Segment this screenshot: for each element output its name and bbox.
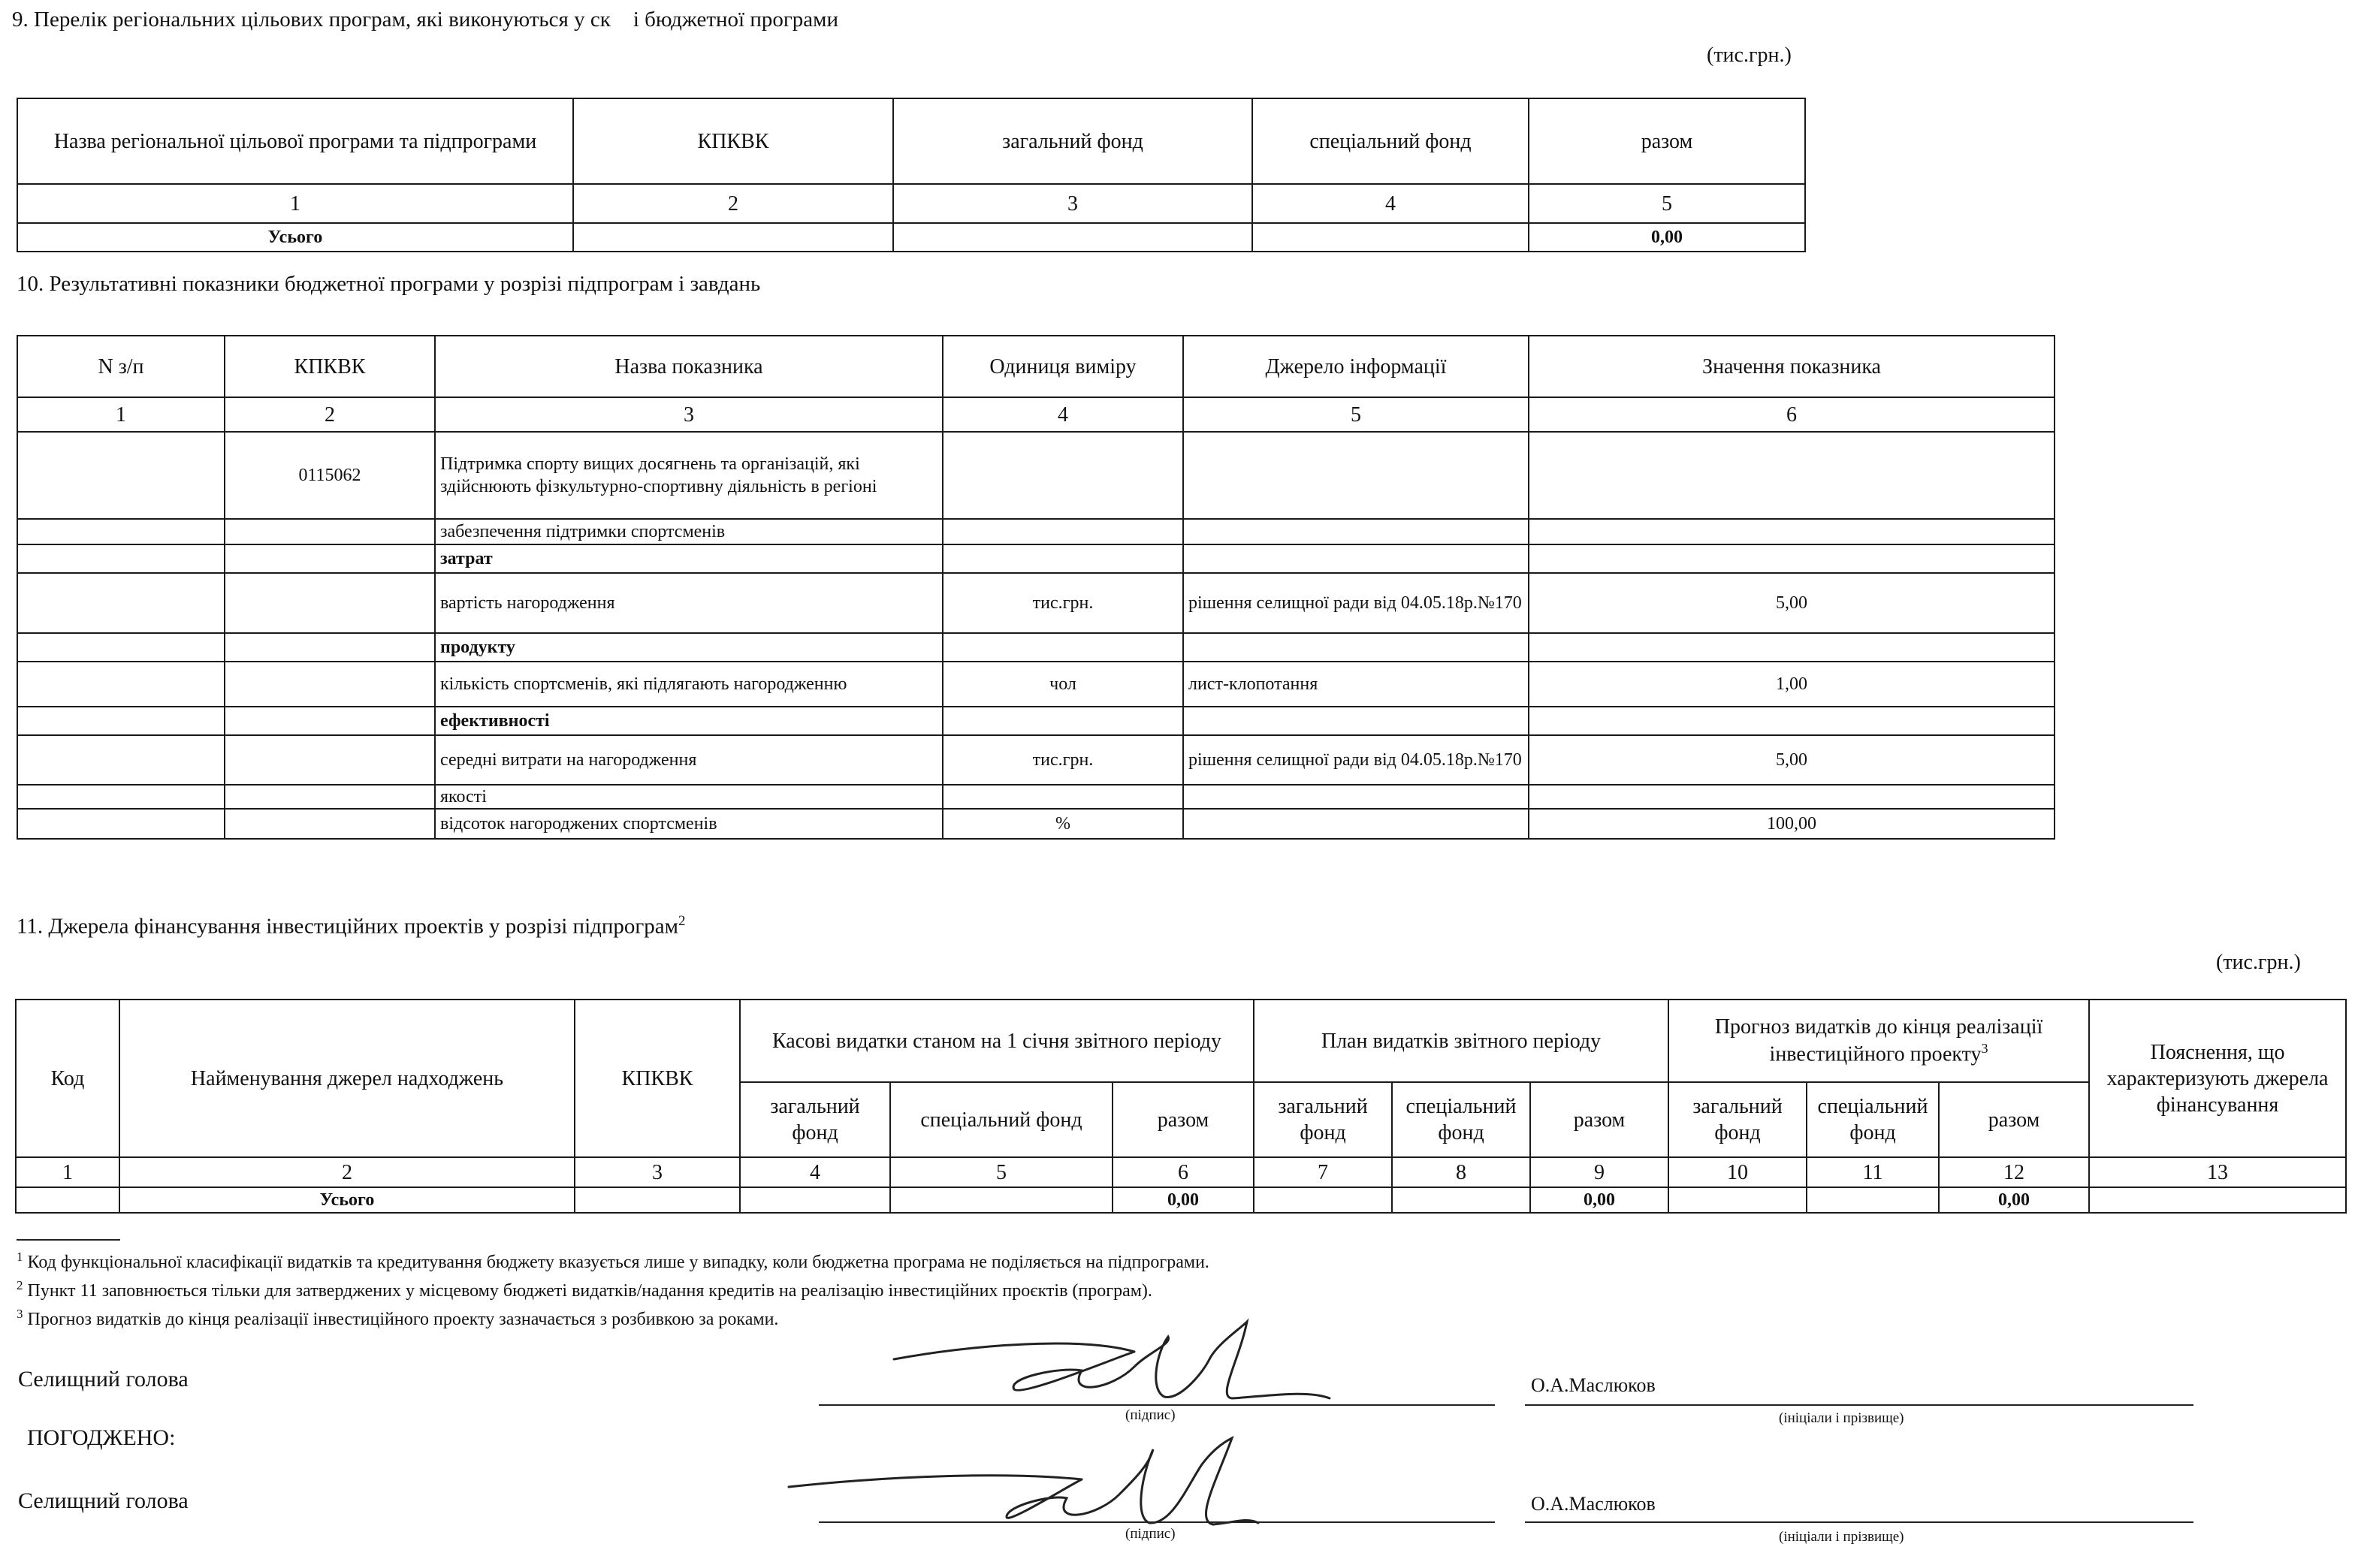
footnote — [17, 1307, 778, 1330]
row-kpkvk — [225, 735, 435, 785]
row-value — [1529, 519, 2055, 544]
empty-cell — [575, 1187, 740, 1213]
footnote-marker: 1 — [17, 1250, 23, 1264]
column-number: 1 — [17, 184, 573, 223]
indicator-group-row — [17, 707, 2055, 735]
row-source — [1183, 544, 1529, 573]
subheader-cell: разом — [1939, 1082, 2089, 1157]
subheader-cell: разом — [1530, 1082, 1668, 1157]
row-source: лист-клопотання — [1183, 662, 1529, 707]
total-value: 0,00 — [1530, 1187, 1668, 1213]
section9-header-row — [17, 98, 1805, 184]
header-source-name: Найменування джерел надходжень — [119, 1000, 575, 1157]
indicator-group-row — [17, 785, 2055, 809]
row-group-name: затрат — [435, 544, 943, 573]
column-number: 13 — [2089, 1157, 2346, 1187]
row-kpkvk — [225, 544, 435, 573]
column-number: 9 — [1530, 1157, 1668, 1187]
column-number: 7 — [1254, 1157, 1392, 1187]
section10-header-cell: КПКВК — [225, 336, 435, 397]
section11-number-row — [16, 1157, 2346, 1187]
indicator-row — [17, 519, 2055, 544]
row-num — [17, 633, 225, 662]
row-source: рішення селищної ради від 04.05.18р.№170 — [1183, 735, 1529, 785]
header-cash-expenses: Касові видатки станом на 1 січня звітного періоду — [740, 1000, 1254, 1082]
empty-cell — [890, 1187, 1113, 1213]
row-value: 100,00 — [1529, 809, 2055, 839]
header-code: Код — [16, 1000, 119, 1157]
signature-stroke — [894, 1322, 1330, 1398]
column-number: 10 — [1668, 1157, 1807, 1187]
header-forecast-sup: 3 — [1981, 1041, 1988, 1057]
footnote-text: Код функціональної класифікації видатків та кредитування бюджету вказується лише у випадку, коли бюджетна програма не поділяється на підпрограми. — [27, 1253, 1209, 1272]
column-number: 5 — [1529, 184, 1805, 223]
section11-heading-text: 11. Джерела фінансування інвестиційних проектів у розрізі підпрограм — [17, 914, 679, 939]
footnote — [17, 1278, 1152, 1301]
row-unit — [943, 432, 1183, 519]
row-kpkvk — [225, 633, 435, 662]
section10-header-row — [17, 336, 2055, 397]
column-number: 6 — [1529, 397, 2055, 432]
row-unit — [943, 785, 1183, 809]
subheader-cell: загальний фонд — [1254, 1082, 1392, 1157]
section9-heading-part2: і бюджетної програми — [633, 8, 839, 32]
empty-cell — [1392, 1187, 1530, 1213]
name-line — [1525, 1521, 2193, 1523]
section9-header-cell: разом — [1529, 98, 1805, 184]
column-number: 4 — [1252, 184, 1529, 223]
total-label: Усього — [17, 223, 573, 252]
name-caption: (ініціали і прізвище) — [1779, 1410, 1904, 1426]
section10-header-cell: Значення показника — [1529, 336, 2055, 397]
column-number: 4 — [740, 1157, 890, 1187]
column-number: 4 — [943, 397, 1183, 432]
row-name: кількість спортсменів, які підлягають нагородженню — [435, 662, 943, 707]
row-name: відсоток нагороджених спортсменів — [435, 809, 943, 839]
indicator-group-row — [17, 544, 2055, 573]
row-kpkvk — [225, 573, 435, 633]
subheader-cell: спеціальний фонд — [890, 1082, 1113, 1157]
header-forecast — [1668, 1000, 2089, 1082]
subheader-cell: загальний фонд — [740, 1082, 890, 1157]
indicator-row — [17, 662, 2055, 707]
row-value: 5,00 — [1529, 573, 2055, 633]
empty-cell — [1668, 1187, 1807, 1213]
column-number: 1 — [17, 397, 225, 432]
row-value — [1529, 785, 2055, 809]
section9-unit: (тис.грн.) — [1707, 44, 1792, 67]
section9-table — [17, 98, 1806, 252]
row-name: середні витрати на нагородження — [435, 735, 943, 785]
section11-total-row — [16, 1187, 2346, 1213]
column-number: 3 — [893, 184, 1252, 223]
total-value: 0,00 — [1113, 1187, 1254, 1213]
row-num — [17, 735, 225, 785]
footnote-marker: 3 — [17, 1307, 23, 1321]
signature-caption: (підпис) — [1125, 1407, 1176, 1423]
empty-cell — [1254, 1187, 1392, 1213]
row-kpkvk — [225, 785, 435, 809]
subheader-cell: загальний фонд — [1668, 1082, 1807, 1157]
column-number: 2 — [119, 1157, 575, 1187]
column-number: 8 — [1392, 1157, 1530, 1187]
row-unit: тис.грн. — [943, 735, 1183, 785]
row-num — [17, 785, 225, 809]
indicator-row — [17, 809, 2055, 839]
section9-header-cell: Назва регіональної цільової програми та підпрограми — [17, 98, 573, 184]
column-number: 11 — [1807, 1157, 1939, 1187]
row-source — [1183, 633, 1529, 662]
empty-cell — [1252, 223, 1529, 252]
row-value: 1,00 — [1529, 662, 2055, 707]
total-value: 0,00 — [1939, 1187, 2089, 1213]
footnote-text: Прогноз видатків до кінця реалізації інвестиційного проекту зазначається з розбивкою за роками. — [27, 1310, 779, 1329]
row-num — [17, 809, 225, 839]
empty-cell — [740, 1187, 890, 1213]
header-forecast-text: Прогноз видатків до кінця реалізації інвестиційного проекту — [1714, 1015, 2043, 1066]
total-value: 0,00 — [1529, 223, 1805, 252]
section9-header-cell: КПКВК — [573, 98, 893, 184]
handwritten-signature — [886, 1314, 1337, 1419]
section10-number-row — [17, 397, 2055, 432]
row-unit — [943, 544, 1183, 573]
empty-cell — [1807, 1187, 1939, 1213]
empty-cell — [893, 223, 1252, 252]
total-label: Усього — [119, 1187, 575, 1213]
row-kpkvk — [225, 707, 435, 735]
section11-heading — [17, 913, 686, 939]
section9-header-cell: загальний фонд — [893, 98, 1252, 184]
signatory-title: Селищний голова — [18, 1367, 189, 1392]
row-kpkvk — [225, 809, 435, 839]
indicator-row — [17, 573, 2055, 633]
row-value — [1529, 544, 2055, 573]
section11-unit: (тис.грн.) — [2216, 951, 2301, 974]
subheader-cell: спеціальний фонд — [1392, 1082, 1530, 1157]
row-group-name: ефективності — [435, 707, 943, 735]
column-number: 6 — [1113, 1157, 1254, 1187]
column-number: 3 — [575, 1157, 740, 1187]
signature-caption: (підпис) — [1125, 1526, 1176, 1542]
header-plan-expenses: План видатків звітного періоду — [1254, 1000, 1668, 1082]
row-unit — [943, 519, 1183, 544]
section10-header-cell: Одиниця виміру — [943, 336, 1183, 397]
row-value — [1529, 432, 2055, 519]
name-caption: (ініціали і прізвище) — [1779, 1529, 1904, 1545]
section11-table — [15, 999, 2347, 1214]
column-number: 12 — [1939, 1157, 2089, 1187]
indicator-row — [17, 432, 2055, 519]
footnote-text: Пункт 11 заповнюється тільки для затверджених у місцевому бюджеті видатків/надання кредитів на реалізацію інвестиційних проєктів (програм). — [27, 1281, 1152, 1301]
section11-header-row — [16, 1000, 2346, 1082]
row-unit — [943, 633, 1183, 662]
row-source — [1183, 519, 1529, 544]
signature-stroke — [789, 1438, 1258, 1524]
indicator-row — [17, 735, 2055, 785]
row-unit: чол — [943, 662, 1183, 707]
row-group-name: продукту — [435, 633, 943, 662]
row-source — [1183, 707, 1529, 735]
row-num — [17, 432, 225, 519]
row-source — [1183, 432, 1529, 519]
section9-number-row — [17, 184, 1805, 223]
row-value — [1529, 707, 2055, 735]
section10-header-cell: N з/п — [17, 336, 225, 397]
section10-table — [17, 335, 2055, 840]
empty-cell — [16, 1187, 119, 1213]
column-number: 2 — [573, 184, 893, 223]
section10-heading: 10. Результативні показники бюджетної програми у розрізі підпрограм і завдань — [17, 272, 761, 296]
header-explanation: Пояснення, що характеризують джерела фінансування — [2089, 1000, 2346, 1157]
signatory-name: О.А.Маслюков — [1531, 1374, 1656, 1396]
section10-header-cell: Джерело інформації — [1183, 336, 1529, 397]
agreed-label: ПОГОДЖЕНО: — [27, 1425, 176, 1450]
row-source: рішення селищної ради від 04.05.18р.№170 — [1183, 573, 1529, 633]
column-number: 2 — [225, 397, 435, 432]
section11-heading-sup: 2 — [678, 913, 686, 929]
row-value: 5,00 — [1529, 735, 2055, 785]
footnote — [17, 1250, 1209, 1273]
row-source — [1183, 809, 1529, 839]
row-num — [17, 544, 225, 573]
column-number: 3 — [435, 397, 943, 432]
row-unit: тис.грн. — [943, 573, 1183, 633]
subheader-cell: разом — [1113, 1082, 1254, 1157]
row-num — [17, 662, 225, 707]
column-number: 5 — [1183, 397, 1529, 432]
row-name: Підтримка спорту вищих досягнень та організацій, які здійснюють фізкультурно-спортивну діяльність в регіоні — [435, 432, 943, 519]
row-num — [17, 519, 225, 544]
subheader-cell: спеціальний фонд — [1807, 1082, 1939, 1157]
section9-heading-part1: 9. Перелік регіональних цільових програм, які виконуються у ск — [12, 8, 611, 32]
indicator-group-row — [17, 633, 2055, 662]
signatory-name: О.А.Маслюков — [1531, 1493, 1656, 1515]
row-group-name: якості — [435, 785, 943, 809]
footnote-separator — [17, 1239, 120, 1241]
row-kpkvk: 0115062 — [225, 432, 435, 519]
footnote-marker: 2 — [17, 1278, 23, 1292]
section9-heading — [12, 8, 838, 32]
row-num — [17, 707, 225, 735]
handwritten-signature — [781, 1434, 1262, 1539]
row-name: вартість нагородження — [435, 573, 943, 633]
row-value — [1529, 633, 2055, 662]
column-number: 1 — [16, 1157, 119, 1187]
row-kpkvk — [225, 519, 435, 544]
empty-cell — [2089, 1187, 2346, 1213]
row-source — [1183, 785, 1529, 809]
section10-header-cell: Назва показника — [435, 336, 943, 397]
section9-header-cell: спеціальний фонд — [1252, 98, 1529, 184]
row-unit — [943, 707, 1183, 735]
section9-total-row — [17, 223, 1805, 252]
column-number: 5 — [890, 1157, 1113, 1187]
row-unit: % — [943, 809, 1183, 839]
row-name: забезпечення підтримки спортсменів — [435, 519, 943, 544]
header-kpkvk: КПКВК — [575, 1000, 740, 1157]
name-line — [1525, 1404, 2193, 1406]
empty-cell — [573, 223, 893, 252]
row-kpkvk — [225, 662, 435, 707]
signatory-title: Селищний голова — [18, 1488, 189, 1513]
row-num — [17, 573, 225, 633]
